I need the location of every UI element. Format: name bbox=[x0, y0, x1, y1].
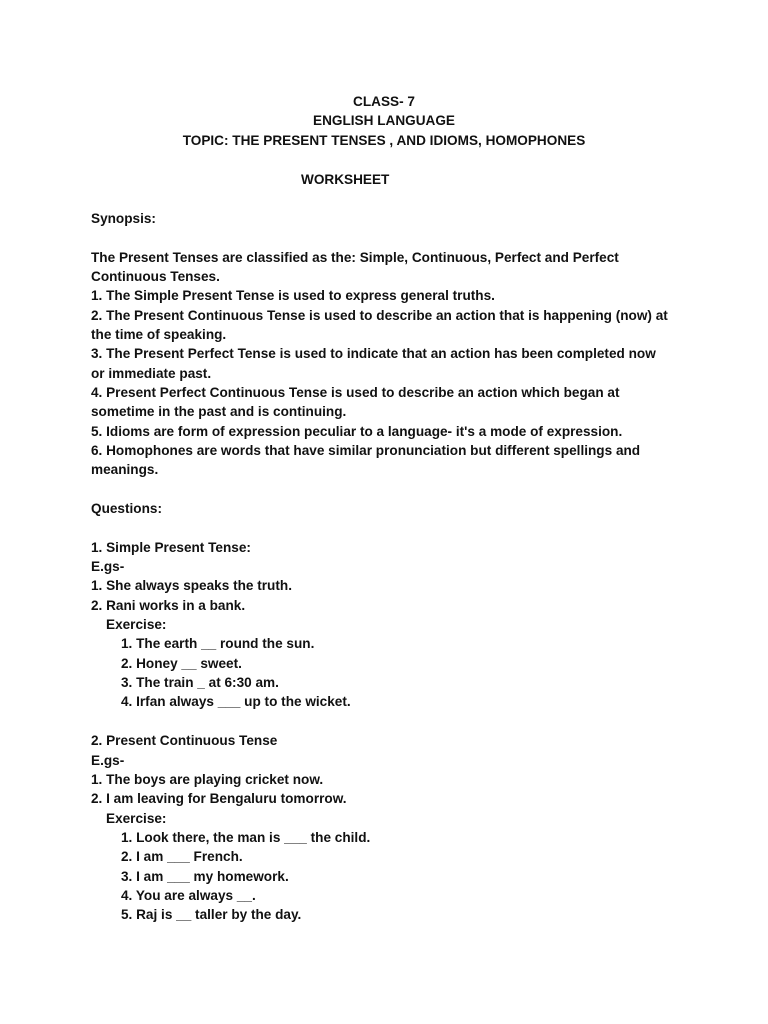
exercise-item: 5. Raj is __ taller by the day. bbox=[121, 907, 302, 922]
exercise-item: 1. The earth __ round the sun. bbox=[121, 636, 315, 651]
worksheet-heading: WORKSHEET bbox=[301, 172, 390, 187]
exercise-item: 1. Look there, the man is ___ the child. bbox=[121, 830, 371, 845]
exercise-label: Exercise: bbox=[106, 617, 167, 632]
example-item: 1. She always speaks the truth. bbox=[91, 578, 292, 593]
section-title: 2. Present Continuous Tense bbox=[91, 733, 278, 748]
exercise-item: 4. Irfan always ___ up to the wicket. bbox=[121, 694, 351, 709]
synopsis-line: the time of speaking. bbox=[91, 327, 227, 342]
synopsis-line: 2. The Present Continuous Tense is used to describe an action that is happening (now) at bbox=[91, 308, 668, 323]
exercise-item: 3. I am ___ my homework. bbox=[121, 869, 289, 884]
exercise-item: 4. You are always __. bbox=[121, 888, 256, 903]
exercise-item: 2. Honey __ sweet. bbox=[121, 656, 242, 671]
example-item: 2. I am leaving for Bengaluru tomorrow. bbox=[91, 791, 347, 806]
synopsis-line: meanings. bbox=[91, 462, 159, 477]
exercise-item: 2. I am ___ French. bbox=[121, 849, 243, 864]
exercise-item: 3. The train _ at 6:30 am. bbox=[121, 675, 279, 690]
class-heading: CLASS- 7 bbox=[353, 94, 415, 109]
synopsis-line: 4. Present Perfect Continuous Tense is used to describe an action which began at bbox=[91, 385, 620, 400]
synopsis-line: The Present Tenses are classified as the: Simple, Continuous, Perfect and Perfect bbox=[91, 250, 619, 265]
exercise-label: Exercise: bbox=[106, 811, 167, 826]
questions-heading: Questions: bbox=[91, 501, 162, 516]
examples-label: E.gs- bbox=[91, 753, 125, 768]
section-title: 1. Simple Present Tense: bbox=[91, 540, 251, 555]
example-item: 2. Rani works in a bank. bbox=[91, 598, 246, 613]
synopsis-line: 1. The Simple Present Tense is used to express general truths. bbox=[91, 288, 495, 303]
examples-label: E.gs- bbox=[91, 559, 125, 574]
example-item: 1. The boys are playing cricket now. bbox=[91, 772, 324, 787]
topic-heading: TOPIC: THE PRESENT TENSES , AND IDIOMS, HOMOPHONES bbox=[182, 133, 586, 148]
synopsis-line: or immediate past. bbox=[91, 366, 212, 381]
synopsis-heading: Synopsis: bbox=[91, 211, 156, 226]
synopsis-line: 5. Idioms are form of expression peculiar to a language- it's a mode of expression. bbox=[91, 424, 623, 439]
synopsis-line: sometime in the past and is continuing. bbox=[91, 404, 347, 419]
synopsis-line: 3. The Present Perfect Tense is used to indicate that an action has been completed now bbox=[91, 346, 656, 361]
synopsis-line: Continuous Tenses. bbox=[91, 269, 220, 284]
subject-heading: ENGLISH LANGUAGE bbox=[313, 113, 455, 128]
synopsis-line: 6. Homophones are words that have similar pronunciation but different spellings and bbox=[91, 443, 641, 458]
